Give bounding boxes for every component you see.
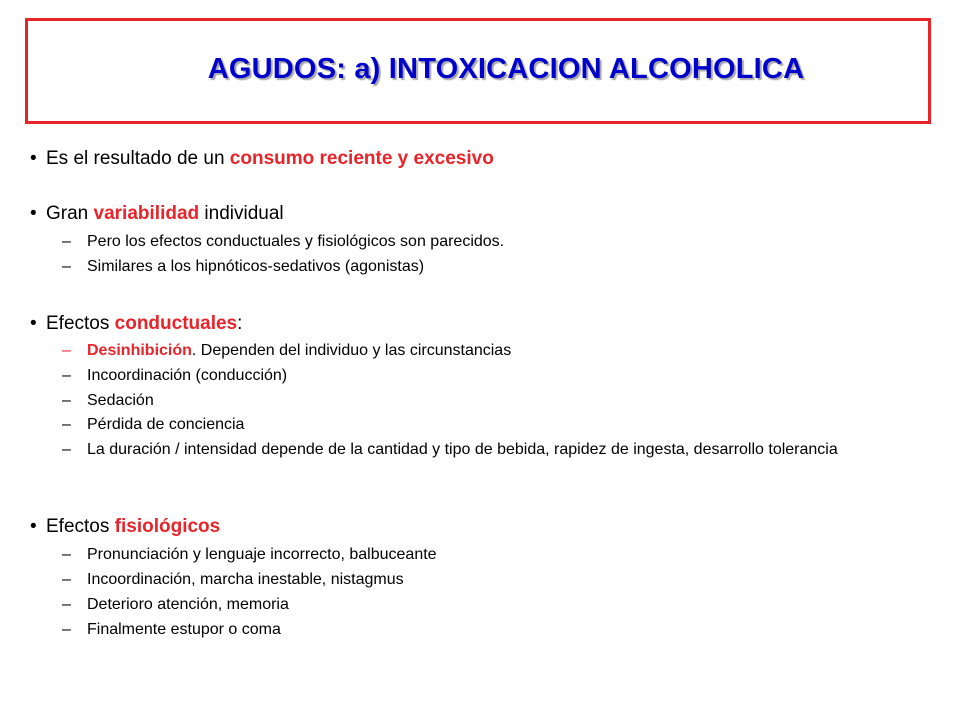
sub-item-text: Deterioro atención, memoria — [87, 596, 289, 613]
sub-item-text: Similares a los hipnóticos-sedativos (agonistas) — [87, 258, 425, 275]
sub-item-text: Pero los efectos conductuales y fisiológicos son parecidos. — [87, 233, 505, 250]
bullet-4-text: Efectos — [46, 516, 115, 537]
bullet-marker: • — [30, 516, 37, 537]
sub-item-text: Pronunciación y lenguaje incorrecto, balbuceante — [87, 546, 437, 563]
bullet-marker: • — [30, 148, 37, 169]
bullet-2-text-end: individual — [199, 203, 284, 224]
bullet-2-text: Gran — [46, 203, 94, 224]
sub-item-text: Incoordinación (conducción) — [87, 367, 288, 384]
bullet-2-highlight: variabilidad — [93, 203, 200, 224]
sub-item-text: Sedación — [87, 392, 154, 409]
bullet-3 — [30, 313, 242, 335]
dash-marker: – — [62, 392, 71, 409]
sub-item-text — [87, 342, 917, 360]
bullet-1-highlight: consumo reciente y excesivo — [229, 148, 494, 169]
dash-marker: – — [62, 596, 71, 613]
slide-title: AGUDOS: a) INTOXICACION ALCOHOLICA — [207, 53, 805, 85]
sub-item-text: Pérdida de conciencia — [87, 416, 245, 433]
dash-marker: – — [62, 416, 71, 433]
dash-marker: – — [62, 571, 71, 588]
sub-item-text: Incoordinación, marcha inestable, nistagmus — [87, 571, 404, 588]
sub-item-highlight: Desinhibición — [87, 342, 192, 359]
dash-marker: – — [62, 258, 71, 275]
bullet-3-highlight: conductuales — [114, 313, 238, 334]
sub-item-text-end: . Dependen del individuo y las circunstancias — [191, 342, 512, 359]
dash-marker: – — [62, 233, 71, 250]
sub-item-text: Finalmente estupor o coma — [87, 621, 281, 638]
dash-marker: – — [62, 621, 71, 638]
dash-marker: – — [62, 441, 71, 458]
bullet-marker: • — [30, 203, 37, 224]
dash-marker: – — [62, 367, 71, 384]
bullet-marker: • — [30, 313, 37, 334]
bullet-3-text: Efectos — [46, 313, 115, 334]
dash-marker: – — [62, 342, 71, 359]
sub-item-text: La duración / intensidad depende de la cantidad y tipo de bebida, rapidez de ingesta, desarrollo tolerancia — [87, 441, 838, 458]
bullet-4-highlight: fisiológicos — [114, 516, 221, 537]
bullet-4 — [30, 516, 220, 538]
bullet-3-text-end: : — [237, 313, 243, 334]
bullet-1-text: Es el resultado de un — [46, 148, 230, 169]
bullet-1 — [30, 148, 494, 170]
dash-marker: – — [62, 546, 71, 563]
bullet-2 — [30, 203, 284, 225]
